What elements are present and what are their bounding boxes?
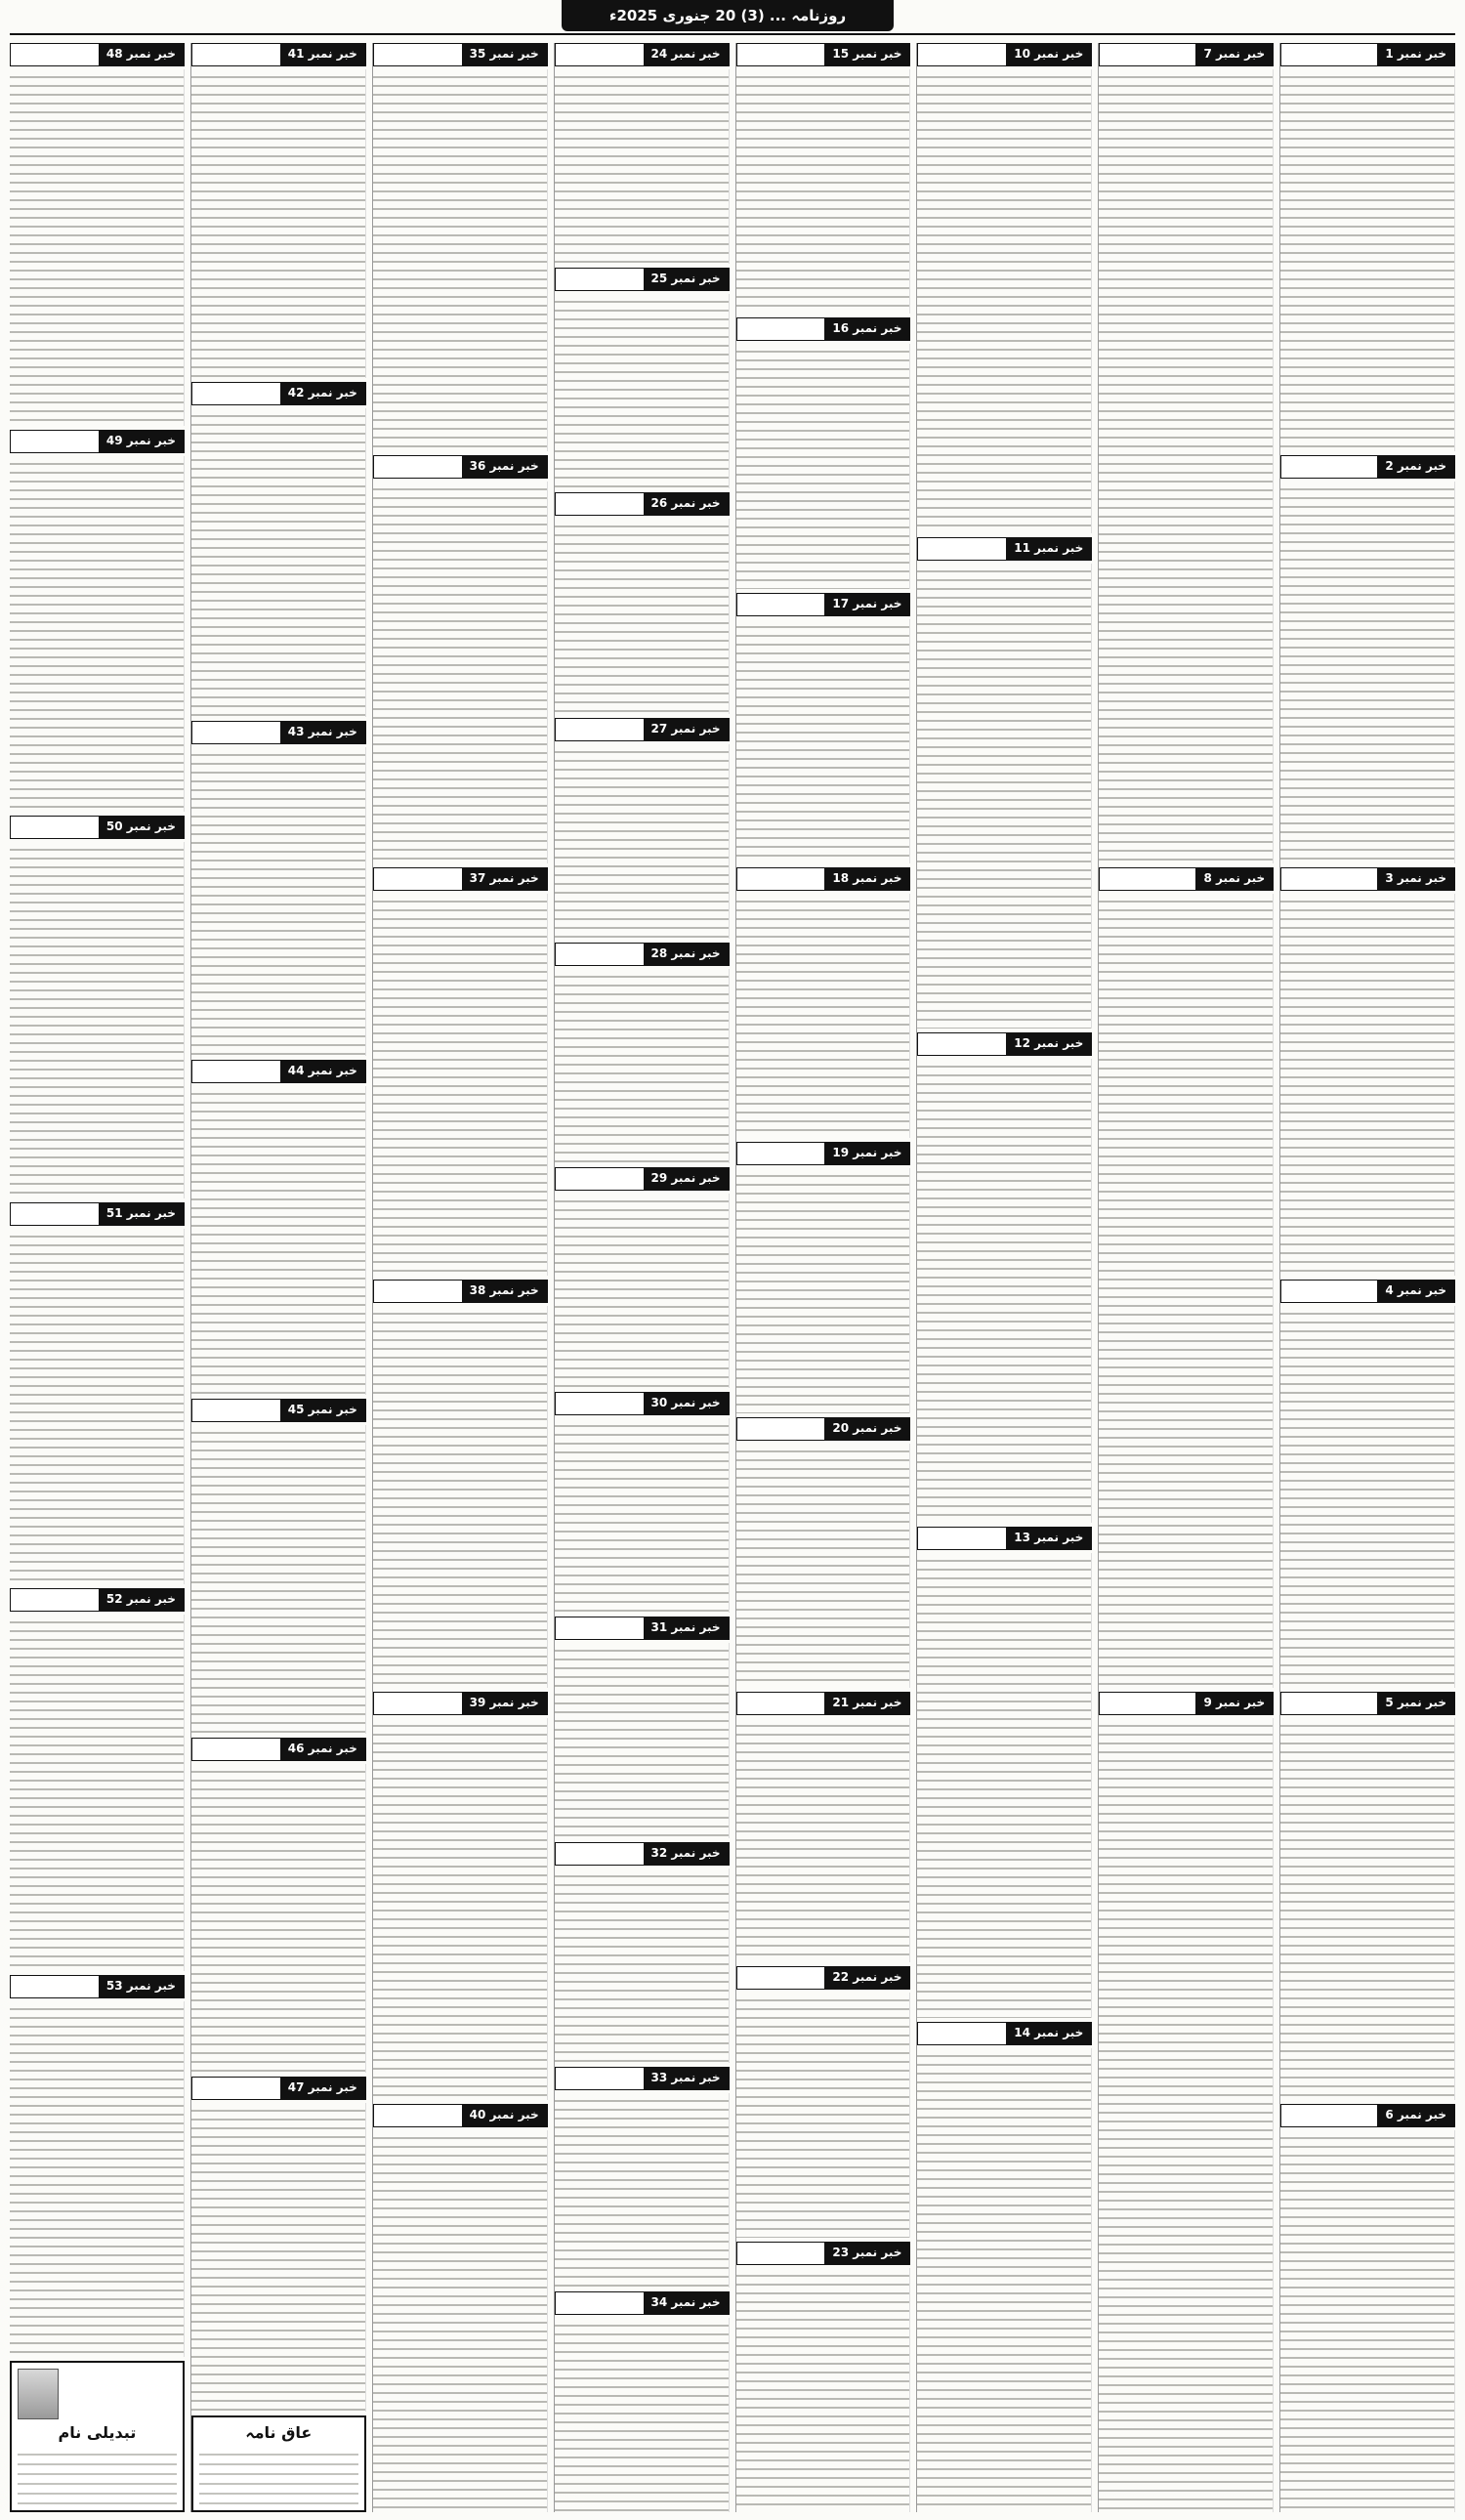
news-item-body	[736, 69, 911, 314]
news-item-headline	[11, 1976, 99, 1997]
news-item-number: خبر نمبر 21	[824, 1693, 909, 1714]
news-item-number: خبر نمبر 35	[462, 44, 547, 65]
news-item-header	[10, 816, 185, 839]
news-item-body	[917, 2048, 1092, 2512]
news-item	[917, 2022, 1092, 2512]
news-item-headline	[1281, 456, 1377, 478]
news-item-body	[555, 1643, 730, 1837]
news-item-body	[191, 747, 366, 1056]
news-item-number: خبر نمبر 51	[99, 1203, 184, 1225]
news-item-number: خبر نمبر 45	[280, 1400, 365, 1421]
news-item-headline	[737, 1967, 825, 1989]
news-item-header	[10, 1975, 185, 1998]
news-item	[1099, 43, 1274, 863]
news-item-header	[1280, 2104, 1455, 2127]
notice-body	[199, 2446, 358, 2504]
news-item-number: خبر نمبر 6	[1377, 2105, 1454, 2126]
news-item	[1099, 1692, 1274, 2512]
news-item-body	[1280, 894, 1455, 1276]
news-item-body	[191, 69, 366, 378]
news-item	[1099, 867, 1274, 1688]
news-item	[555, 1842, 730, 2063]
news-item	[736, 1692, 911, 1962]
news-item-header	[555, 1617, 730, 1640]
news-item-header	[736, 1966, 911, 1990]
news-item	[191, 1399, 366, 1734]
news-item-number: خبر نمبر 8	[1195, 868, 1273, 890]
news-item-header	[736, 1417, 911, 1441]
news-item-body	[1099, 69, 1274, 863]
news-item-body	[555, 969, 730, 1163]
news-item-header	[555, 492, 730, 516]
news-item	[736, 1142, 911, 1412]
news-item-header	[736, 593, 911, 616]
news-item-number: خبر نمبر 2	[1377, 456, 1454, 478]
news-item-number: خبر نمبر 31	[644, 1617, 729, 1639]
news-item-headline	[918, 1033, 1006, 1055]
news-item-body	[10, 2001, 185, 2358]
news-item-body	[373, 2130, 548, 2512]
news-item-body	[1280, 1306, 1455, 1688]
news-item	[191, 1738, 366, 2073]
news-item-headline	[192, 1739, 280, 1760]
news-item-number: خبر نمبر 22	[824, 1967, 909, 1989]
news-item-headline	[556, 719, 644, 740]
news-item-header	[191, 382, 366, 405]
news-item-number: خبر نمبر 7	[1195, 44, 1273, 65]
news-item-header	[1280, 43, 1455, 66]
news-item-header	[917, 537, 1092, 561]
news-item	[191, 382, 366, 717]
news-item-header	[736, 317, 911, 341]
notice-body	[18, 2446, 177, 2504]
news-item-number: خبر نمبر 29	[644, 1168, 729, 1190]
news-item-headline	[556, 2292, 644, 2314]
column-4	[735, 43, 911, 2512]
notice-title: عاق نامہ	[245, 2423, 313, 2442]
news-item-body	[10, 1615, 185, 1971]
news-item-body	[10, 69, 185, 426]
news-item-number: خبر نمبر 20	[824, 1418, 909, 1440]
notice-box	[10, 2361, 185, 2512]
news-item-body	[1280, 2130, 1455, 2512]
news-item-header	[1280, 1692, 1455, 1715]
column-6	[372, 43, 548, 2512]
news-item-number: خبر نمبر 24	[644, 44, 729, 65]
news-item-number: خبر نمبر 38	[462, 1281, 547, 1302]
news-item	[191, 2077, 366, 2412]
news-item-headline	[1281, 1693, 1377, 1714]
news-item	[917, 1032, 1092, 1523]
news-item	[10, 43, 185, 426]
news-item-headline	[1100, 44, 1195, 65]
news-item-body	[555, 1418, 730, 1613]
news-item-body	[373, 69, 548, 451]
news-item-body	[555, 294, 730, 488]
column-3	[916, 43, 1092, 2512]
news-item	[736, 2242, 911, 2512]
news-item	[555, 1617, 730, 1837]
news-item-number: خبر نمبر 11	[1006, 538, 1091, 560]
news-item-number: خبر نمبر 19	[824, 1143, 909, 1164]
news-item	[555, 43, 730, 264]
news-item-header	[191, 43, 366, 66]
news-item-body	[1280, 1718, 1455, 2100]
news-item-headline	[556, 2068, 644, 2089]
news-item-header	[555, 718, 730, 741]
news-item	[555, 1167, 730, 1388]
news-item-number: خبر نمبر 49	[99, 431, 184, 452]
news-item-body	[917, 69, 1092, 533]
news-item-headline	[1281, 868, 1377, 890]
news-item-number: خبر نمبر 5	[1377, 1693, 1454, 1714]
news-item-body	[555, 2093, 730, 2288]
news-item-header	[555, 2067, 730, 2090]
column-8	[10, 43, 185, 2512]
news-item-body	[736, 1444, 911, 1688]
news-item-body	[1099, 894, 1274, 1688]
news-item-header	[373, 2104, 548, 2127]
news-item-header	[373, 455, 548, 479]
news-item	[736, 43, 911, 314]
news-item-number: خبر نمبر 23	[824, 2243, 909, 2264]
news-item-body	[191, 1764, 366, 2073]
news-item-header	[555, 2291, 730, 2315]
news-item-headline	[737, 2243, 825, 2264]
news-item-body	[555, 1869, 730, 2063]
news-item-headline	[918, 538, 1006, 560]
news-item-number: خبر نمبر 13	[1006, 1528, 1091, 1549]
news-item-headline	[737, 1693, 825, 1714]
news-item-number: خبر نمبر 40	[462, 2105, 547, 2126]
news-item-headline	[1100, 868, 1195, 890]
news-item-number: خبر نمبر 30	[644, 1393, 729, 1414]
news-item	[555, 1392, 730, 1613]
news-item-number: خبر نمبر 16	[824, 318, 909, 340]
news-item-number: خبر نمبر 33	[644, 2068, 729, 2089]
news-item-header	[191, 1060, 366, 1083]
news-item-number: خبر نمبر 28	[644, 944, 729, 965]
news-item	[1280, 1280, 1455, 1688]
news-item-headline	[1281, 2105, 1377, 2126]
news-item-number: خبر نمبر 41	[280, 44, 365, 65]
news-item-header	[917, 43, 1092, 66]
news-item-headline	[11, 1589, 99, 1611]
news-item-headline	[192, 383, 280, 404]
news-item-headline	[1281, 44, 1377, 65]
news-item-headline	[192, 44, 280, 65]
news-item-header	[191, 721, 366, 744]
news-item	[555, 943, 730, 1163]
column-2	[1098, 43, 1274, 2512]
news-item-headline	[556, 944, 644, 965]
news-item	[736, 593, 911, 863]
columns	[10, 43, 1455, 2512]
news-item-headline	[192, 1400, 280, 1421]
news-item-body	[10, 842, 185, 1198]
news-item-headline	[556, 493, 644, 515]
news-item-body	[736, 894, 911, 1138]
notice-title: تبدیلی نام	[58, 2423, 137, 2442]
news-item-header	[1099, 1692, 1274, 1715]
news-item-headline	[737, 594, 825, 615]
news-item-headline	[1100, 1693, 1195, 1714]
news-item-body	[1280, 69, 1455, 451]
news-item-number: خبر نمبر 48	[99, 44, 184, 65]
news-item-headline	[737, 868, 825, 890]
news-item-body	[191, 1086, 366, 1395]
news-item-headline	[374, 1693, 462, 1714]
news-item	[191, 43, 366, 378]
portrait-photo	[18, 2369, 59, 2419]
news-item-number: خبر نمبر 50	[99, 817, 184, 838]
news-item-body	[373, 894, 548, 1276]
news-item-body	[555, 69, 730, 264]
news-item	[1280, 867, 1455, 1276]
news-item-number: خبر نمبر 42	[280, 383, 365, 404]
news-item	[10, 816, 185, 1198]
news-item	[373, 867, 548, 1276]
news-item	[373, 43, 548, 451]
news-item-headline	[556, 1843, 644, 1865]
news-item-body	[736, 1718, 911, 1962]
masthead	[0, 0, 1465, 37]
news-item	[555, 2291, 730, 2512]
news-item-body	[736, 1993, 911, 2237]
news-item-header	[917, 1527, 1092, 1550]
news-item	[555, 492, 730, 713]
news-item-body	[917, 1059, 1092, 1523]
news-item-number: خبر نمبر 53	[99, 1976, 184, 1997]
news-item	[191, 721, 366, 1056]
news-item	[10, 1588, 185, 1971]
news-item	[373, 2104, 548, 2512]
news-item-number: خبر نمبر 32	[644, 1843, 729, 1865]
news-item-header	[555, 1167, 730, 1191]
news-item-headline	[11, 817, 99, 838]
news-item-body	[191, 408, 366, 717]
news-item	[373, 1280, 548, 1688]
news-item-headline	[374, 1281, 462, 1302]
news-item-header	[555, 1392, 730, 1415]
news-item-number: خبر نمبر 52	[99, 1589, 184, 1611]
news-item-header	[917, 1032, 1092, 1056]
news-item-body	[10, 1229, 185, 1585]
news-item-body	[555, 519, 730, 713]
news-item-header	[191, 1399, 366, 1422]
news-item-number: خبر نمبر 12	[1006, 1033, 1091, 1055]
news-item-number: خبر نمبر 9	[1195, 1693, 1273, 1714]
news-item-headline	[374, 2105, 462, 2126]
news-item-headline	[556, 1617, 644, 1639]
news-item-headline	[918, 2023, 1006, 2044]
news-item-headline	[556, 44, 644, 65]
news-item-headline	[918, 44, 1006, 65]
news-item-headline	[374, 456, 462, 478]
news-item-headline	[11, 1203, 99, 1225]
news-item-header	[555, 943, 730, 966]
news-item	[736, 1417, 911, 1688]
news-item	[1280, 455, 1455, 863]
news-item-headline	[374, 868, 462, 890]
news-item	[736, 317, 911, 588]
news-item-headline	[192, 2078, 280, 2099]
news-item-body	[555, 744, 730, 939]
news-item-body	[10, 456, 185, 813]
notice-box	[191, 2415, 366, 2512]
news-item-header	[555, 268, 730, 291]
news-item-header	[10, 1588, 185, 1612]
news-item-headline	[11, 431, 99, 452]
news-item-body	[191, 1425, 366, 1734]
news-item-header	[1099, 867, 1274, 891]
news-item-headline	[737, 44, 825, 65]
news-item-headline	[918, 1528, 1006, 1549]
news-item-header	[373, 867, 548, 891]
news-item-headline	[11, 44, 99, 65]
news-item-body	[555, 1194, 730, 1388]
news-item	[1280, 43, 1455, 451]
news-item-header	[373, 1692, 548, 1715]
news-item-number: خبر نمبر 4	[1377, 1281, 1454, 1302]
news-item-headline	[556, 269, 644, 290]
column-5	[554, 43, 730, 2512]
news-item	[917, 43, 1092, 533]
news-item-header	[191, 1738, 366, 1761]
news-item-header	[1280, 455, 1455, 479]
news-item-number: خبر نمبر 44	[280, 1061, 365, 1082]
news-item	[10, 1202, 185, 1585]
news-item-body	[917, 564, 1092, 1028]
news-item-header	[1280, 1280, 1455, 1303]
news-item-body	[736, 1168, 911, 1412]
news-item	[736, 867, 911, 1138]
news-item-headline	[374, 44, 462, 65]
masthead-rule	[10, 33, 1455, 35]
news-item-headline	[737, 318, 825, 340]
news-item	[10, 1975, 185, 2358]
news-item-header	[10, 43, 185, 66]
news-item	[555, 268, 730, 488]
news-item-header	[1280, 867, 1455, 891]
news-item-headline	[556, 1393, 644, 1414]
news-item-number: خبر نمبر 47	[280, 2078, 365, 2099]
news-item	[191, 1060, 366, 1395]
news-item	[1280, 2104, 1455, 2512]
news-item-body	[736, 2268, 911, 2512]
news-item-header	[736, 1142, 911, 1165]
news-item	[555, 718, 730, 939]
news-item-number: خبر نمبر 17	[824, 594, 909, 615]
news-item-header	[555, 1842, 730, 1866]
news-item	[555, 2067, 730, 2288]
news-item-number: خبر نمبر 18	[824, 868, 909, 890]
news-item-header	[736, 2242, 911, 2265]
news-item	[373, 455, 548, 863]
column-1	[1279, 43, 1455, 2512]
news-item-header	[736, 43, 911, 66]
news-item-number: خبر نمبر 25	[644, 269, 729, 290]
news-item-headline	[737, 1418, 825, 1440]
news-item	[736, 1966, 911, 2237]
masthead-date: روزنامہ ... (3) 20 جنوری 2025ء	[562, 0, 894, 31]
news-item-number: خبر نمبر 34	[644, 2292, 729, 2314]
news-item-headline	[192, 1061, 280, 1082]
news-item-headline	[1281, 1281, 1377, 1302]
news-item-number: خبر نمبر 37	[462, 868, 547, 890]
news-item-body	[373, 1718, 548, 2100]
news-item-number: خبر نمبر 3	[1377, 868, 1454, 890]
news-item-body	[191, 2103, 366, 2412]
news-item-headline	[737, 1143, 825, 1164]
news-item-header	[10, 430, 185, 453]
news-item-headline	[556, 1168, 644, 1190]
news-item-body	[736, 619, 911, 863]
news-item	[10, 430, 185, 813]
news-item-number: خبر نمبر 27	[644, 719, 729, 740]
news-item-body	[736, 344, 911, 588]
news-item-number: خبر نمبر 14	[1006, 2023, 1091, 2044]
news-item-header	[555, 43, 730, 66]
news-item	[373, 1692, 548, 2100]
news-item-header	[917, 2022, 1092, 2045]
news-item-number: خبر نمبر 39	[462, 1693, 547, 1714]
news-item	[917, 1527, 1092, 2017]
news-item-body	[373, 1306, 548, 1688]
news-item	[1280, 1692, 1455, 2100]
news-item-header	[736, 867, 911, 891]
news-item-number: خبر نمبر 36	[462, 456, 547, 478]
news-item-number: خبر نمبر 26	[644, 493, 729, 515]
news-item-number: خبر نمبر 43	[280, 722, 365, 743]
news-item-header	[373, 1280, 548, 1303]
news-item-number: خبر نمبر 1	[1377, 44, 1454, 65]
news-item-body	[555, 2318, 730, 2512]
news-item-header	[191, 2077, 366, 2100]
news-item-body	[917, 1553, 1092, 2017]
column-7	[190, 43, 366, 2512]
news-item-header	[373, 43, 548, 66]
news-item-header	[10, 1202, 185, 1226]
news-item-body	[1099, 1718, 1274, 2512]
news-item-number: خبر نمبر 10	[1006, 44, 1091, 65]
news-item-headline	[192, 722, 280, 743]
news-item-header	[1099, 43, 1274, 66]
news-item-number: خبر نمبر 46	[280, 1739, 365, 1760]
news-item-body	[1280, 482, 1455, 863]
news-item	[917, 537, 1092, 1028]
news-item-header	[736, 1692, 911, 1715]
news-item-body	[373, 482, 548, 863]
news-item-number: خبر نمبر 15	[824, 44, 909, 65]
